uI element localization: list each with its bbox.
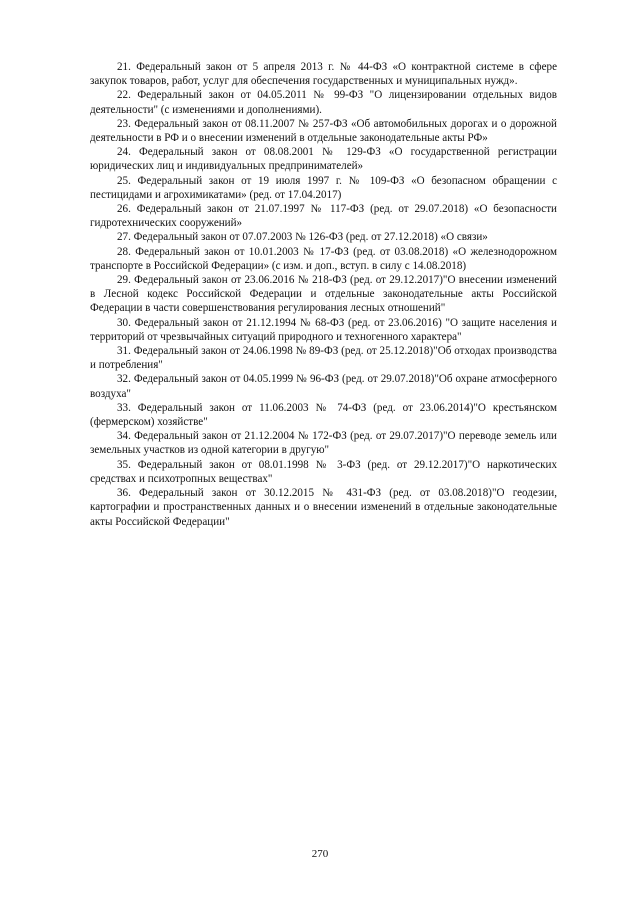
reference-item-33: 33. Федеральный закон от 11.06.2003 № 74-ФЗ (ред. от 23.06.2014)"О крестьянском (фермерском) хозяйстве" (90, 401, 557, 429)
reference-item-26: 26. Федеральный закон от 21.07.1997 № 117-ФЗ (ред. от 29.07.2018) «О безопасности гидротехнических сооружений» (90, 203, 557, 230)
reference-item-22: 22. Федеральный закон от 04.05.2011 № 99-ФЗ "О лицензировании отдельных видов деятельности" (с изменениями и дополнениями). (90, 89, 557, 116)
reference-item-29: 29. Федеральный закон от 23.06.2016 № 218-ФЗ (ред. от 29.12.2017)"О внесении изменений в Лесной кодекс Российской Федерации и отдельные законодательные акты Российской Федерации в части совершенствования регулирования лесных отношений" (90, 274, 557, 315)
reference-item-28: 28. Федеральный закон от 10.01.2003 № 17-ФЗ (ред. от 03.08.2018) «О железнодорожном транспорте в Российской Федерации» (с изм. и доп., вступ. в силу с 14.08.2018) (90, 245, 557, 272)
reference-item-23: 23. Федеральный закон от 08.11.2007 № 257-ФЗ «Об автомобильных дорогах и о дорожной деятельности в РФ и о внесении изменений в отдельные законодательные акты РФ» (90, 117, 557, 145)
reference-item-30: 30. Федеральный закон от 21.12.1994 № 68-ФЗ (ред. от 23.06.2016) "О защите населения и территорий от чрезвычайных ситуаций природного и техногенного характера" (90, 316, 557, 343)
reference-item-36: 36. Федеральный закон от 30.12.2015 № 431-ФЗ (ред. от 03.08.2018)"О геодезии, картографии и пространственных данных и о внесении изменений в отдельные законодательные акты Российской Федерации" (90, 487, 557, 528)
reference-item-31: 31. Федеральный закон от 24.06.1998 № 89-ФЗ (ред. от 25.12.2018)"Об отходах производства и потребления" (90, 345, 557, 372)
reference-list (90, 60, 557, 529)
reference-item-27: 27. Федеральный закон от 07.07.2003 № 126-ФЗ (ред. от 27.12.2018) «О связи» (117, 231, 488, 244)
reference-item-21: 21. Федеральный закон от 5 апреля 2013 г. № 44-ФЗ «О контрактной системе в сфере закупок товаров, работ, услуг для обеспечения государственных и муниципальных нужд». (90, 61, 557, 88)
reference-item-24: 24. Федеральный закон от 08.08.2001 № 129-ФЗ «О государственной регистрации юридических лиц и индивидуальных предпринимателей» (90, 146, 557, 173)
reference-item-25: 25. Федеральный закон от 19 июля 1997 г. № 109-ФЗ «О безопасном обращении с пестицидами и агрохимикатами» (ред. от 17.04.2017) (90, 174, 557, 201)
reference-item-32: 32. Федеральный закон от 04.05.1999 № 96-ФЗ (ред. от 29.07.2018)"Об охране атмосферного воздуха" (90, 373, 557, 400)
page-number: 270 (311, 848, 329, 860)
reference-item-34: 34. Федеральный закон от 21.12.2004 № 172-ФЗ (ред. от 29.07.2017)"О переводе земель или земельных участков из одной категории в другую" (90, 430, 557, 457)
reference-item-35: 35. Федеральный закон от 08.01.1998 № 3-ФЗ (ред. от 29.12.2017)"О наркотических средствах и психотропных веществах" (90, 458, 557, 485)
